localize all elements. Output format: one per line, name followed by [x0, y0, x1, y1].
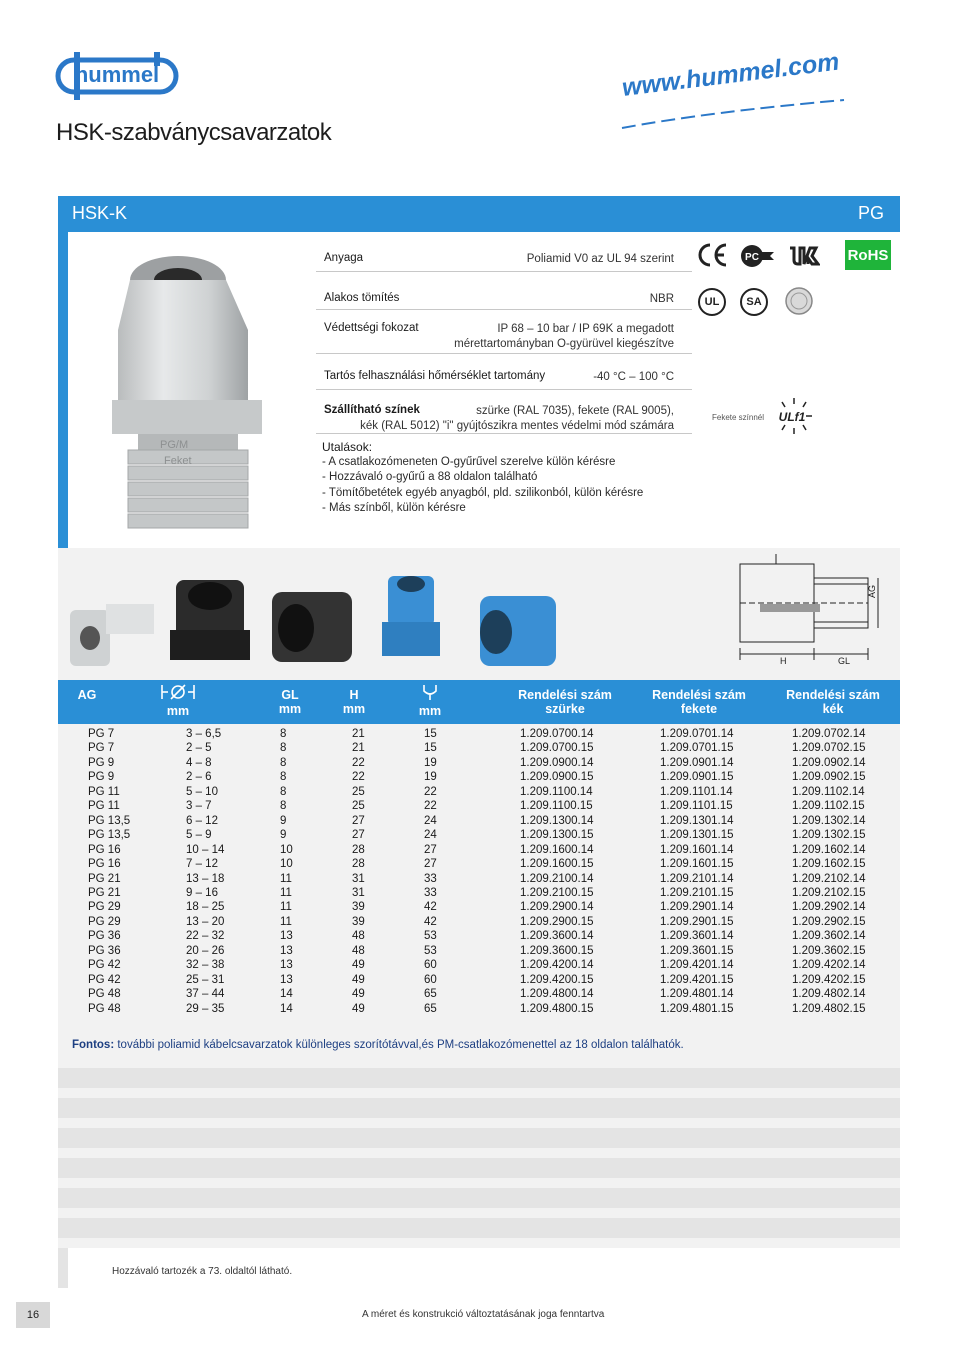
table-cell: PG 7 [88, 728, 115, 740]
table-cell: 25 [352, 800, 365, 813]
table-cell: 13 [280, 944, 293, 957]
table-cell: 1.209.0702.14 [792, 728, 866, 740]
empty-stripe [58, 1068, 900, 1088]
table-cell: 1.209.3600.15 [520, 944, 594, 957]
table-cell: 1.209.4200.14 [520, 959, 594, 972]
table-cell: 1.209.1301.14 [660, 814, 734, 827]
table-cell: 14 [280, 988, 293, 1001]
table-cell: PG 11 [88, 785, 120, 798]
table-cell: 1.209.1301.15 [660, 829, 734, 842]
table-cell: 1.209.0901.15 [660, 771, 734, 784]
table-cell: 1.209.2101.15 [660, 886, 734, 899]
table-row [68, 873, 890, 888]
table-cell: 24 [424, 814, 437, 827]
table-cell: 15 [424, 728, 437, 740]
important-note [72, 1039, 684, 1051]
table-cell: 60 [424, 973, 437, 986]
table-cell: 1.209.1300.15 [520, 829, 594, 842]
table-cell: 27 [424, 858, 437, 871]
table-cell: 1.209.4200.15 [520, 973, 594, 986]
table-cell: 5 – 9 [186, 829, 212, 842]
table-cell: 1.209.2901.14 [660, 901, 734, 914]
table-cell: 20 – 26 [186, 944, 225, 957]
table-cell: 1.209.1601.14 [660, 843, 734, 856]
table-cell: 1.209.0701.15 [660, 742, 734, 755]
table-cell: 8 [280, 756, 287, 769]
table-cell: 21 [352, 728, 365, 740]
empty-stripe [58, 1218, 900, 1238]
table-header [58, 680, 900, 724]
table-cell: 1.209.3602.14 [792, 930, 866, 943]
table-cell: 1.209.1302.15 [792, 829, 866, 842]
table-cell: 1.209.1300.14 [520, 814, 594, 827]
table-cell: PG 29 [88, 915, 121, 928]
table-cell: 1.209.4801.15 [660, 1002, 734, 1015]
ulf1-mark-icon [770, 396, 818, 436]
table-cell: 2 – 6 [186, 771, 212, 784]
table-cell: 19 [424, 756, 437, 769]
column-header-order-grey: Rendelési szám szürke [518, 688, 612, 716]
table-cell: PG 36 [88, 930, 121, 943]
table-cell: 8 [280, 800, 287, 813]
spec-row [316, 284, 692, 310]
table-cell: 33 [424, 886, 437, 899]
page-number: 16 [16, 1302, 50, 1328]
spec-label: Anyaga [324, 252, 364, 264]
column-header-ag: AG [77, 688, 97, 702]
band-thread-label: PG [858, 203, 885, 223]
column-header-clamping-range: mm [156, 683, 200, 718]
spec-row [316, 316, 692, 354]
table-row [68, 742, 890, 757]
table-cell: 8 [280, 785, 287, 798]
column-header-order-blue: Rendelési szám kék [786, 688, 880, 716]
table-cell: 7 – 12 [186, 858, 218, 871]
table-cell: 1.209.1102.14 [792, 785, 865, 798]
table-cell: 25 [352, 785, 365, 798]
table-cell: 1.209.1601.15 [660, 858, 734, 871]
table-cell: 28 [352, 858, 365, 871]
table-cell: 1.209.0902.15 [792, 771, 866, 784]
table-cell: 1.209.0901.14 [660, 756, 734, 769]
spec-value: IP 68 – 10 bar / IP 69K a megadott [497, 323, 674, 335]
table-row [68, 988, 890, 1003]
table-cell: 60 [424, 959, 437, 972]
table-cell: PG 48 [88, 1002, 121, 1015]
table-row [68, 844, 890, 859]
table-cell: 1.209.3600.14 [520, 930, 594, 943]
table-row [68, 930, 890, 945]
table-cell: 1.209.1600.15 [520, 858, 594, 871]
table-cell: 29 – 35 [186, 1002, 225, 1015]
page-title: HSK-szabványcsavarzatok [56, 119, 332, 146]
table-cell: 1.209.0902.14 [792, 756, 866, 769]
ul-mark-icon: UL [698, 288, 726, 316]
hummel-logo [54, 48, 180, 104]
table-cell: 21 [352, 742, 365, 755]
table-cell: 27 [352, 814, 365, 827]
table-cell: 1.209.3602.15 [792, 944, 866, 957]
table-cell: 1.209.1100.15 [520, 800, 593, 813]
wrench-icon [420, 683, 440, 701]
table-cell: 5 – 10 [186, 785, 218, 798]
table-cell: PG 48 [88, 988, 121, 1001]
table-cell: 19 [424, 771, 437, 784]
table-cell: 13 – 20 [186, 915, 225, 928]
table-cell: 13 – 18 [186, 872, 225, 885]
table-row [68, 800, 890, 815]
table-cell: 1.209.0700.14 [520, 728, 594, 740]
ulf1-text: ULf1 [778, 410, 806, 424]
table-row [68, 959, 890, 974]
table-row [68, 757, 890, 772]
column-header-h: H mm [342, 688, 366, 716]
table-cell: 31 [352, 886, 365, 899]
table-cell: 1.209.2102.15 [792, 886, 866, 899]
table-cell: 11 [280, 915, 292, 928]
table-cell: 33 [424, 872, 437, 885]
table-cell: 48 [352, 944, 365, 957]
table-cell: 1.209.4202.15 [792, 973, 866, 986]
table-cell: 1.209.3601.14 [660, 930, 734, 943]
table-cell: 1.209.4800.15 [520, 1002, 594, 1015]
table-cell: 15 [424, 742, 437, 755]
drawing-h-label: H [780, 656, 787, 666]
table-cell: 10 [280, 843, 293, 856]
accessory-strip-edge [58, 1248, 68, 1288]
rohs-badge: RoHS [845, 240, 891, 270]
website-banner[interactable] [618, 47, 848, 132]
column-header-gl: GL mm [278, 688, 302, 716]
csa-mark-icon: SA [740, 288, 768, 316]
table-cell: 27 [352, 829, 365, 842]
table-cell: 1.209.2901.15 [660, 915, 734, 928]
table-cell: 39 [352, 915, 365, 928]
band-series-label: HSK-K [72, 203, 128, 223]
table-cell: PG 29 [88, 901, 121, 914]
table-cell: 53 [424, 930, 437, 943]
table-cell: 8 [280, 742, 287, 755]
table-cell: 39 [352, 901, 365, 914]
spec-row [316, 398, 692, 434]
table-row [68, 945, 890, 960]
table-cell: PG 42 [88, 959, 121, 972]
table-cell: 49 [352, 1002, 365, 1015]
table-row [68, 771, 890, 786]
table-cell: 11 [280, 872, 292, 885]
empty-stripe [58, 1158, 900, 1178]
note-item: - Tömítőbetétek egyéb anyagból, pld. szilikonból, külön kérésre [322, 486, 644, 499]
important-note-text: további poliamid kábelcsavarzatok különleges szorítótávval,és PM-csatlakozómenettel az 18 oldalon találhatók. [114, 1039, 684, 1051]
black-color-note: Fekete színnél [712, 413, 765, 422]
table-cell: PG 9 [88, 771, 115, 784]
table-cell: 65 [424, 988, 437, 1001]
spec-value: szürke (RAL 7035), fekete (RAL 9005), [476, 405, 674, 417]
table-row [68, 815, 890, 830]
table-cell: 65 [424, 1002, 437, 1015]
table-cell: PG 13,5 [88, 814, 131, 827]
table-cell: PG 42 [88, 973, 121, 986]
table-cell: 11 [280, 886, 292, 899]
table-cell: 9 [280, 829, 287, 842]
table-cell: PG 11 [88, 800, 120, 813]
table-cell: 48 [352, 930, 365, 943]
table-cell: 27 [424, 843, 437, 856]
table-cell: 1.209.2100.15 [520, 886, 594, 899]
table-cell: 1.209.0702.15 [792, 742, 866, 755]
table-cell: 1.209.4802.15 [792, 1002, 866, 1015]
table-cell: PG 16 [88, 858, 121, 871]
empty-stripe [58, 1128, 900, 1148]
svg-text:PC: PC [745, 252, 759, 263]
table-cell: 42 [424, 901, 437, 914]
table-row [68, 786, 890, 801]
table-cell: 25 – 31 [186, 973, 225, 986]
ur-mark-icon [786, 244, 820, 268]
table-cell: 8 [280, 728, 287, 740]
table-row [68, 974, 890, 989]
table-cell: 1.209.1101.15 [660, 800, 733, 813]
table-cell: 1.209.4800.14 [520, 988, 594, 1001]
column-header-order-black: Rendelési szám fekete [652, 688, 746, 716]
table-cell: 11 [280, 901, 292, 914]
drawing-ag-label: AG [867, 584, 877, 598]
website-link[interactable]: www.hummel.com [620, 47, 841, 103]
table-cell: 2 – 5 [186, 742, 212, 755]
table-cell: 37 – 44 [186, 988, 225, 1001]
drawing-gl-label: GL [838, 656, 851, 666]
notes-title: Utalások: [322, 440, 373, 454]
note-item: - A csatlakozómeneten O-gyűrűvel szerelve külön kérésre [322, 456, 616, 469]
table-cell: 9 – 16 [186, 886, 218, 899]
table-cell: 22 [352, 756, 365, 769]
table-cell: 18 – 25 [186, 901, 225, 914]
table-cell: 1.209.4201.14 [660, 959, 734, 972]
spec-label: Védettségi fokozat [324, 322, 419, 334]
table-cell: 1.209.4801.14 [660, 988, 734, 1001]
table-cell: 1.209.3601.15 [660, 944, 734, 957]
table-cell: 1.209.2900.15 [520, 915, 594, 928]
section-band [58, 196, 900, 232]
table-cell: 8 [280, 771, 287, 784]
table-cell: 6 – 12 [186, 814, 218, 827]
table-cell: 1.209.4201.15 [660, 973, 734, 986]
table-cell: 1.209.4202.14 [792, 959, 866, 972]
table-cell: PG 7 [88, 742, 115, 755]
table-cell: PG 36 [88, 944, 121, 957]
notes-block [322, 440, 643, 516]
empty-stripe [58, 1098, 900, 1118]
spec-value: -40 °C – 100 °C [593, 371, 674, 383]
empty-stripe [58, 1188, 900, 1208]
table-cell: 3 – 7 [186, 800, 212, 813]
product-photo [98, 250, 278, 540]
table-cell: PG 16 [88, 843, 121, 856]
footer-text: A méret és konstrukció változtatásának joga fenntartva [362, 1309, 605, 1320]
product-range-photo [66, 570, 576, 670]
ce-mark-icon [696, 240, 730, 270]
table-row [68, 887, 890, 902]
accessory-note: Hozzávaló tartozék a 73. oldaltól látható. [112, 1266, 293, 1277]
table-row [68, 1003, 890, 1018]
table-cell: 1.209.1302.14 [792, 814, 866, 827]
photo-color-text: Feket [164, 455, 192, 467]
table-cell: 1.209.1102.15 [792, 800, 865, 813]
column-header-wrench: mm [410, 683, 450, 718]
seal-mark-icon [784, 286, 814, 316]
spec-value: NBR [649, 293, 674, 305]
table-row [68, 829, 890, 844]
table-row [68, 728, 890, 743]
table-cell: 9 [280, 814, 287, 827]
spec-row [316, 244, 692, 272]
important-note-label: Fontos: [72, 1039, 115, 1051]
table-cell: 1.209.2902.15 [792, 915, 866, 928]
logo-text: hummel [74, 62, 160, 87]
table-cell: PG 21 [88, 886, 121, 899]
table-cell: 13 [280, 959, 293, 972]
spec-label: Tartós felhasználási hőmérséklet tartomány [324, 370, 546, 382]
table-cell: 10 [280, 858, 293, 871]
table-cell: 22 – 32 [186, 930, 225, 943]
table-cell: 53 [424, 944, 437, 957]
table-cell: 49 [352, 973, 365, 986]
spec-label: Alakos tömítés [324, 292, 400, 304]
table-cell: 32 – 38 [186, 959, 225, 972]
table-cell: 49 [352, 959, 365, 972]
table-cell: 1.209.1600.14 [520, 843, 594, 856]
table-cell: 42 [424, 915, 437, 928]
clamping-range-icon [160, 683, 196, 701]
spec-label: Szállítható színek [324, 404, 420, 416]
table-cell: 1.209.1101.14 [660, 785, 733, 798]
table-cell: 10 – 14 [186, 843, 225, 856]
table-row [68, 858, 890, 873]
table-cell: 22 [352, 771, 365, 784]
table-cell: 14 [280, 1002, 293, 1015]
photo-brand-text: PG/M [160, 439, 189, 451]
table-cell: 1.209.4802.14 [792, 988, 866, 1001]
table-cell: PG 9 [88, 756, 115, 769]
table-cell: 1.209.1100.14 [520, 785, 593, 798]
table-cell: 1.209.2100.14 [520, 872, 594, 885]
pct-mark-icon [740, 242, 776, 270]
table-cell: 49 [352, 988, 365, 1001]
table-cell: 4 – 8 [186, 756, 212, 769]
dimension-drawing [730, 548, 886, 666]
table-cell: 1.209.2102.14 [792, 872, 866, 885]
table-cell: 1.209.0700.15 [520, 742, 594, 755]
table-cell: 1.209.2902.14 [792, 901, 866, 914]
table-cell: 1.209.0900.14 [520, 756, 594, 769]
table-cell: 3 – 6,5 [186, 728, 222, 740]
table-cell: 24 [424, 829, 437, 842]
table-cell: 1.209.1602.14 [792, 843, 866, 856]
table-cell: 1.209.2101.14 [660, 872, 734, 885]
table-cell: 22 [424, 800, 437, 813]
table-cell: 1.209.1602.15 [792, 858, 866, 871]
table-row [68, 901, 890, 916]
accent-strip [58, 232, 68, 548]
table-cell: 22 [424, 785, 437, 798]
table-cell: 1.209.2900.14 [520, 901, 594, 914]
table-cell: PG 13,5 [88, 829, 131, 842]
table-cell: 13 [280, 973, 293, 986]
note-item: - Más színből, külön kérésre [322, 501, 466, 514]
table-cell: 31 [352, 872, 365, 885]
table-cell: 13 [280, 930, 293, 943]
table-cell: 28 [352, 843, 365, 856]
table-cell: 1.209.0900.15 [520, 771, 594, 784]
table-row [68, 916, 890, 931]
spec-value: Poliamid V0 az UL 94 szerint [526, 253, 674, 265]
table-cell: 1.209.0701.14 [660, 728, 734, 740]
table-cell: PG 21 [88, 872, 121, 885]
spec-row [316, 362, 692, 390]
spec-value-line2: kék (RAL 5012) "i" gyújtószikra mentes védelmi mód számára [360, 420, 674, 432]
note-item: - Hozzávaló o-gyűrű a 88 oldalon található [322, 471, 538, 484]
spec-value-line2: mérettartományban O-gyürüvel kiegészítve [454, 338, 674, 350]
